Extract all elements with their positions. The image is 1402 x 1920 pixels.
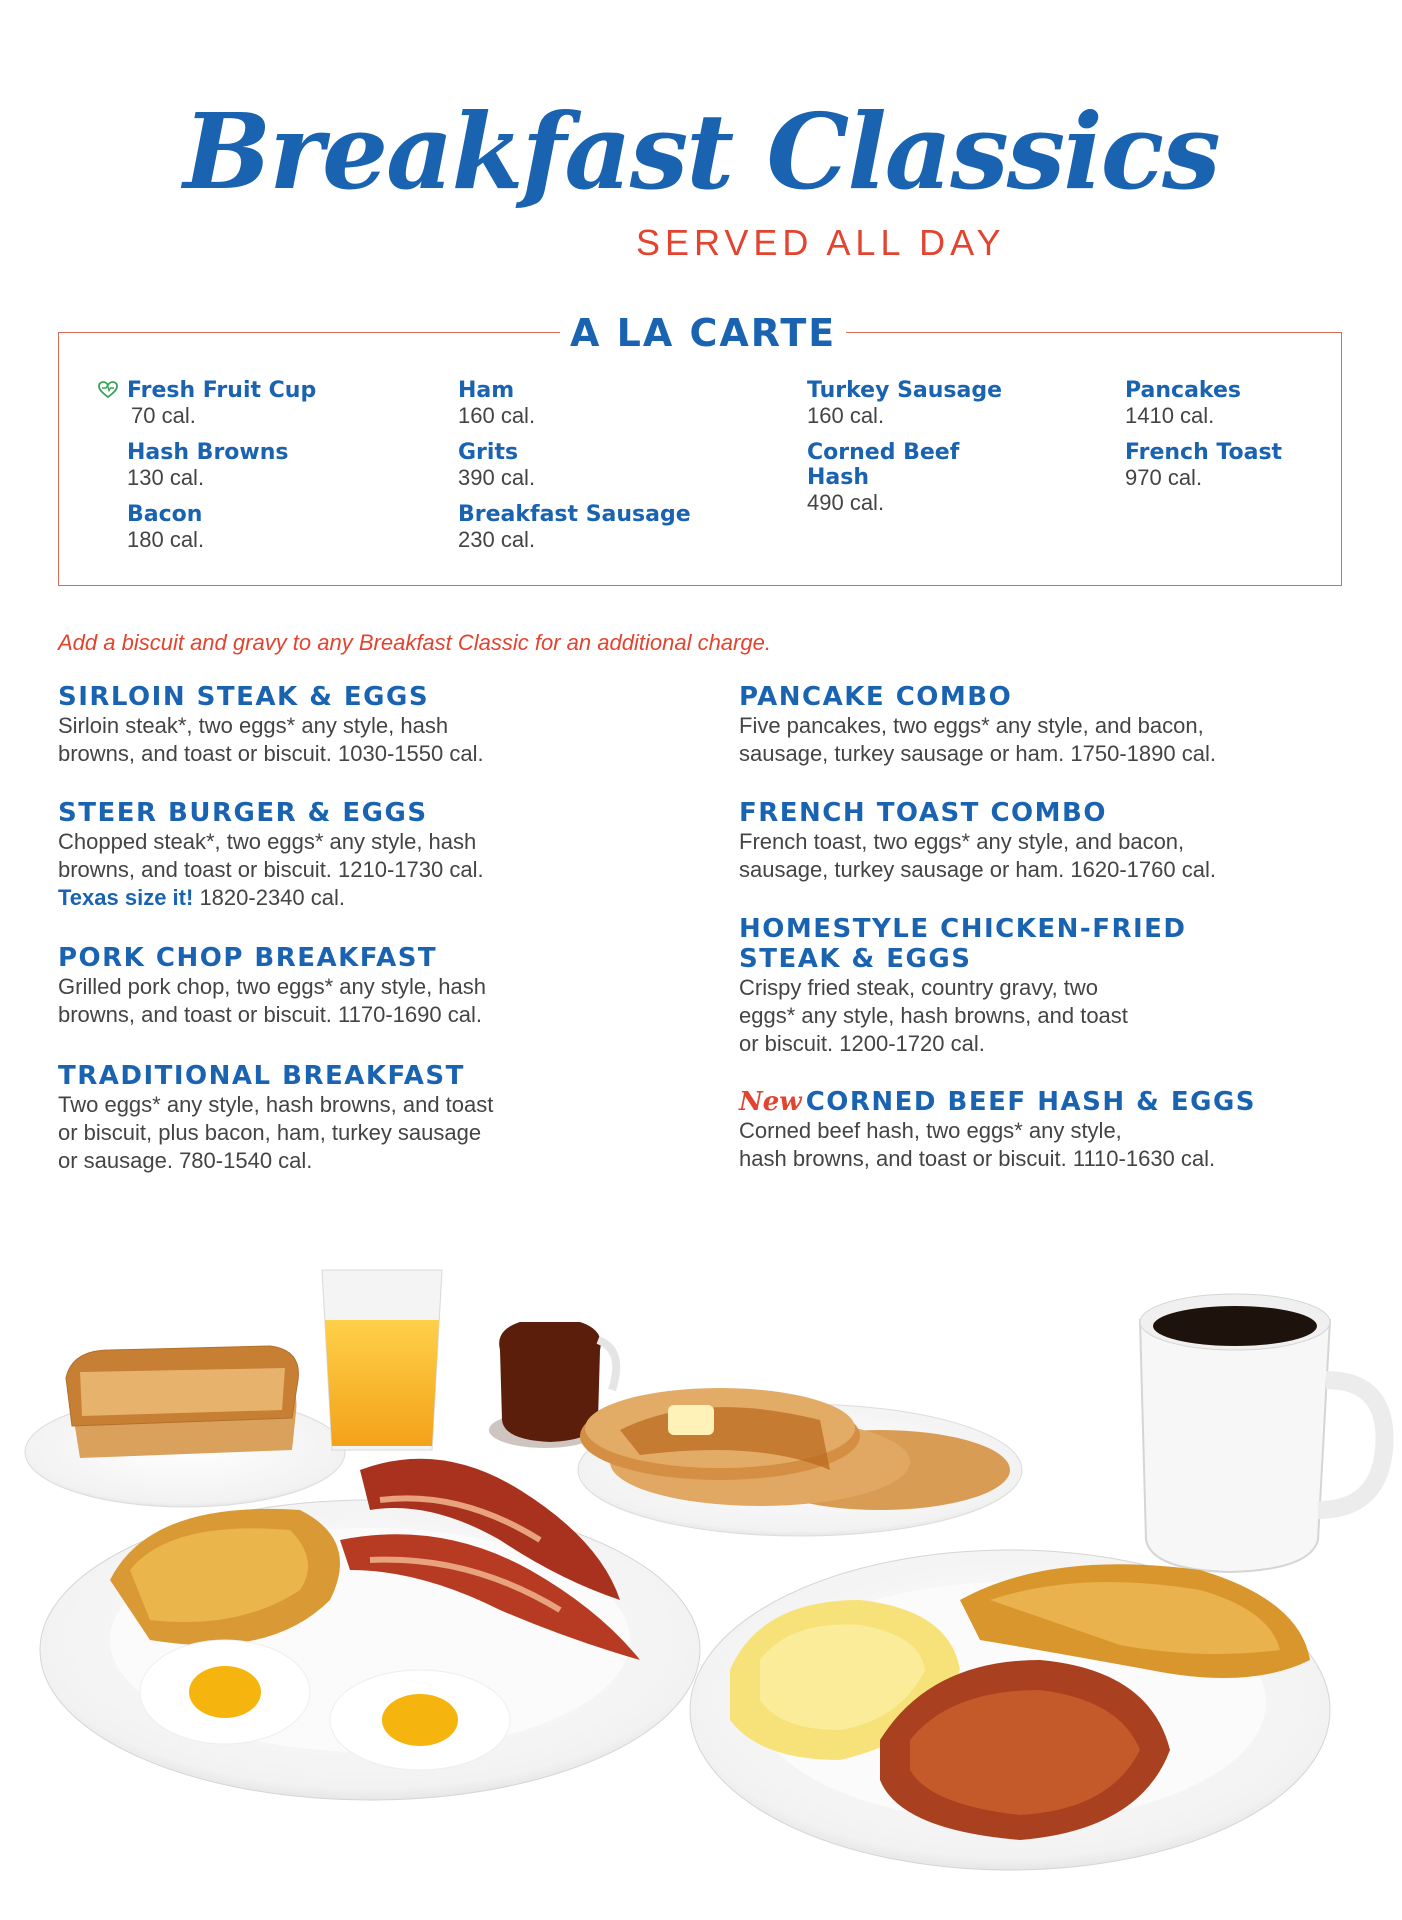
- item-calories: 1410 cal.: [1125, 403, 1215, 428]
- dish-description: French toast, two eggs* any style, and bacon, sausage, turkey sausage or ham. 1620-1760 cal.: [739, 829, 1216, 882]
- a-la-carte-item: [807, 440, 1002, 515]
- a-la-carte-item: [127, 502, 316, 552]
- item-calories: 160 cal.: [458, 403, 536, 428]
- a-la-carte-column-1: [127, 378, 316, 564]
- dish-name: TRADITIONAL BREAKFAST: [58, 1061, 465, 1091]
- a-la-carte-item: [127, 440, 316, 490]
- a-la-carte-item: [458, 502, 691, 552]
- dish-description: Five pancakes, two eggs* any style, and bacon, sausage, turkey sausage or ham. 1750-1890 cal.: [739, 713, 1216, 766]
- dish-pork-chop-breakfast: [58, 943, 658, 1029]
- item-name: Grits: [458, 440, 519, 465]
- dish-name: SIRLOIN STEAK & EGGS: [58, 682, 430, 712]
- a-la-carte-column-3: [807, 378, 1002, 527]
- dish-name-text: CORNED BEEF HASH & EGGS: [805, 1087, 1257, 1117]
- a-la-carte-heading: A LA CARTE: [560, 308, 846, 358]
- a-la-carte-item: [1125, 378, 1282, 428]
- a-la-carte-item: [127, 378, 316, 428]
- dish-description: Crispy fried steak, country gravy, two eggs* any style, hash browns, and toast or biscuit. 1200-1720 cal.: [739, 975, 1128, 1056]
- dish-name: STEER BURGER & EGGS: [58, 798, 428, 828]
- dish-description: Grilled pork chop, two eggs* any style, hash browns, and toast or biscuit. 1170-1690 cal.: [58, 974, 487, 1027]
- dish-sirloin-steak-eggs: [58, 682, 658, 768]
- texas-size-label: Texas size it!: [58, 885, 194, 910]
- item-calories: 970 cal.: [1125, 465, 1203, 490]
- dish-pancake-combo: [739, 682, 1339, 768]
- a-la-carte-column-2: [458, 378, 691, 564]
- item-name: Pancakes: [1125, 378, 1241, 403]
- heart-healthy-icon: [98, 381, 118, 399]
- dish-name: FRENCH TOAST COMBO: [739, 798, 1107, 828]
- item-calories: 130 cal.: [127, 465, 205, 490]
- dish-name: HOMESTYLE CHICKEN-FRIED STEAK & EGGS: [739, 914, 1187, 974]
- a-la-carte-item: [458, 440, 691, 490]
- item-name: Turkey Sausage: [807, 378, 1003, 403]
- dish-name: [739, 1087, 1379, 1117]
- new-badge: New: [739, 1087, 802, 1117]
- item-calories: 230 cal.: [458, 527, 536, 552]
- a-la-carte-item: [1125, 440, 1282, 490]
- a-la-carte-column-4: [1125, 378, 1282, 502]
- item-name: Bacon: [127, 502, 203, 527]
- a-la-carte-item: [458, 378, 691, 428]
- item-name: French Toast: [1125, 440, 1283, 465]
- item-calories: 160 cal.: [807, 403, 885, 428]
- menu-title: Breakfast Classics: [183, 90, 1219, 213]
- dish-description: Two eggs* any style, hash browns, and toast or biscuit, plus bacon, ham, turkey sausage or sausage. 780-1540 cal.: [58, 1092, 494, 1173]
- dish-french-toast-combo: [739, 798, 1339, 884]
- breakfast-food-photo: [0, 1240, 1402, 1920]
- item-calories: 70 cal.: [131, 403, 196, 428]
- dish-corned-beef-hash-eggs: [739, 1087, 1379, 1173]
- item-name: Breakfast Sausage: [458, 502, 691, 527]
- item-name: Fresh Fruit Cup: [127, 378, 317, 403]
- biscuit-gravy-note: Add a biscuit and gravy to any Breakfast Classic for an additional charge.: [58, 630, 771, 655]
- dish-traditional-breakfast: [58, 1061, 658, 1175]
- item-name: Corned Beef Hash: [807, 440, 960, 490]
- item-name: Ham: [458, 378, 515, 403]
- dish-chicken-fried-steak-eggs: [739, 914, 1339, 1058]
- item-calories: 490 cal.: [807, 490, 885, 515]
- texas-size-calories: 1820-2340 cal.: [193, 885, 345, 910]
- dish-name: PORK CHOP BREAKFAST: [58, 943, 438, 973]
- texas-size-line: [58, 884, 658, 912]
- item-calories: 180 cal.: [127, 527, 205, 552]
- a-la-carte-item: [807, 378, 1002, 428]
- menu-subtitle: SERVED ALL DAY: [636, 222, 1006, 263]
- dish-description: Sirloin steak*, two eggs* any style, hash browns, and toast or biscuit. 1030-1550 cal.: [58, 713, 484, 766]
- dish-steer-burger-eggs: [58, 798, 658, 912]
- dish-description: Chopped steak*, two eggs* any style, hash browns, and toast or biscuit. 1210-1730 cal.: [58, 829, 484, 882]
- item-calories: 390 cal.: [458, 465, 536, 490]
- dish-description: Corned beef hash, two eggs* any style, hash browns, and toast or biscuit. 1110-1630 cal.: [739, 1118, 1216, 1171]
- dish-name: PANCAKE COMBO: [739, 682, 1013, 712]
- item-name: Hash Browns: [127, 440, 289, 465]
